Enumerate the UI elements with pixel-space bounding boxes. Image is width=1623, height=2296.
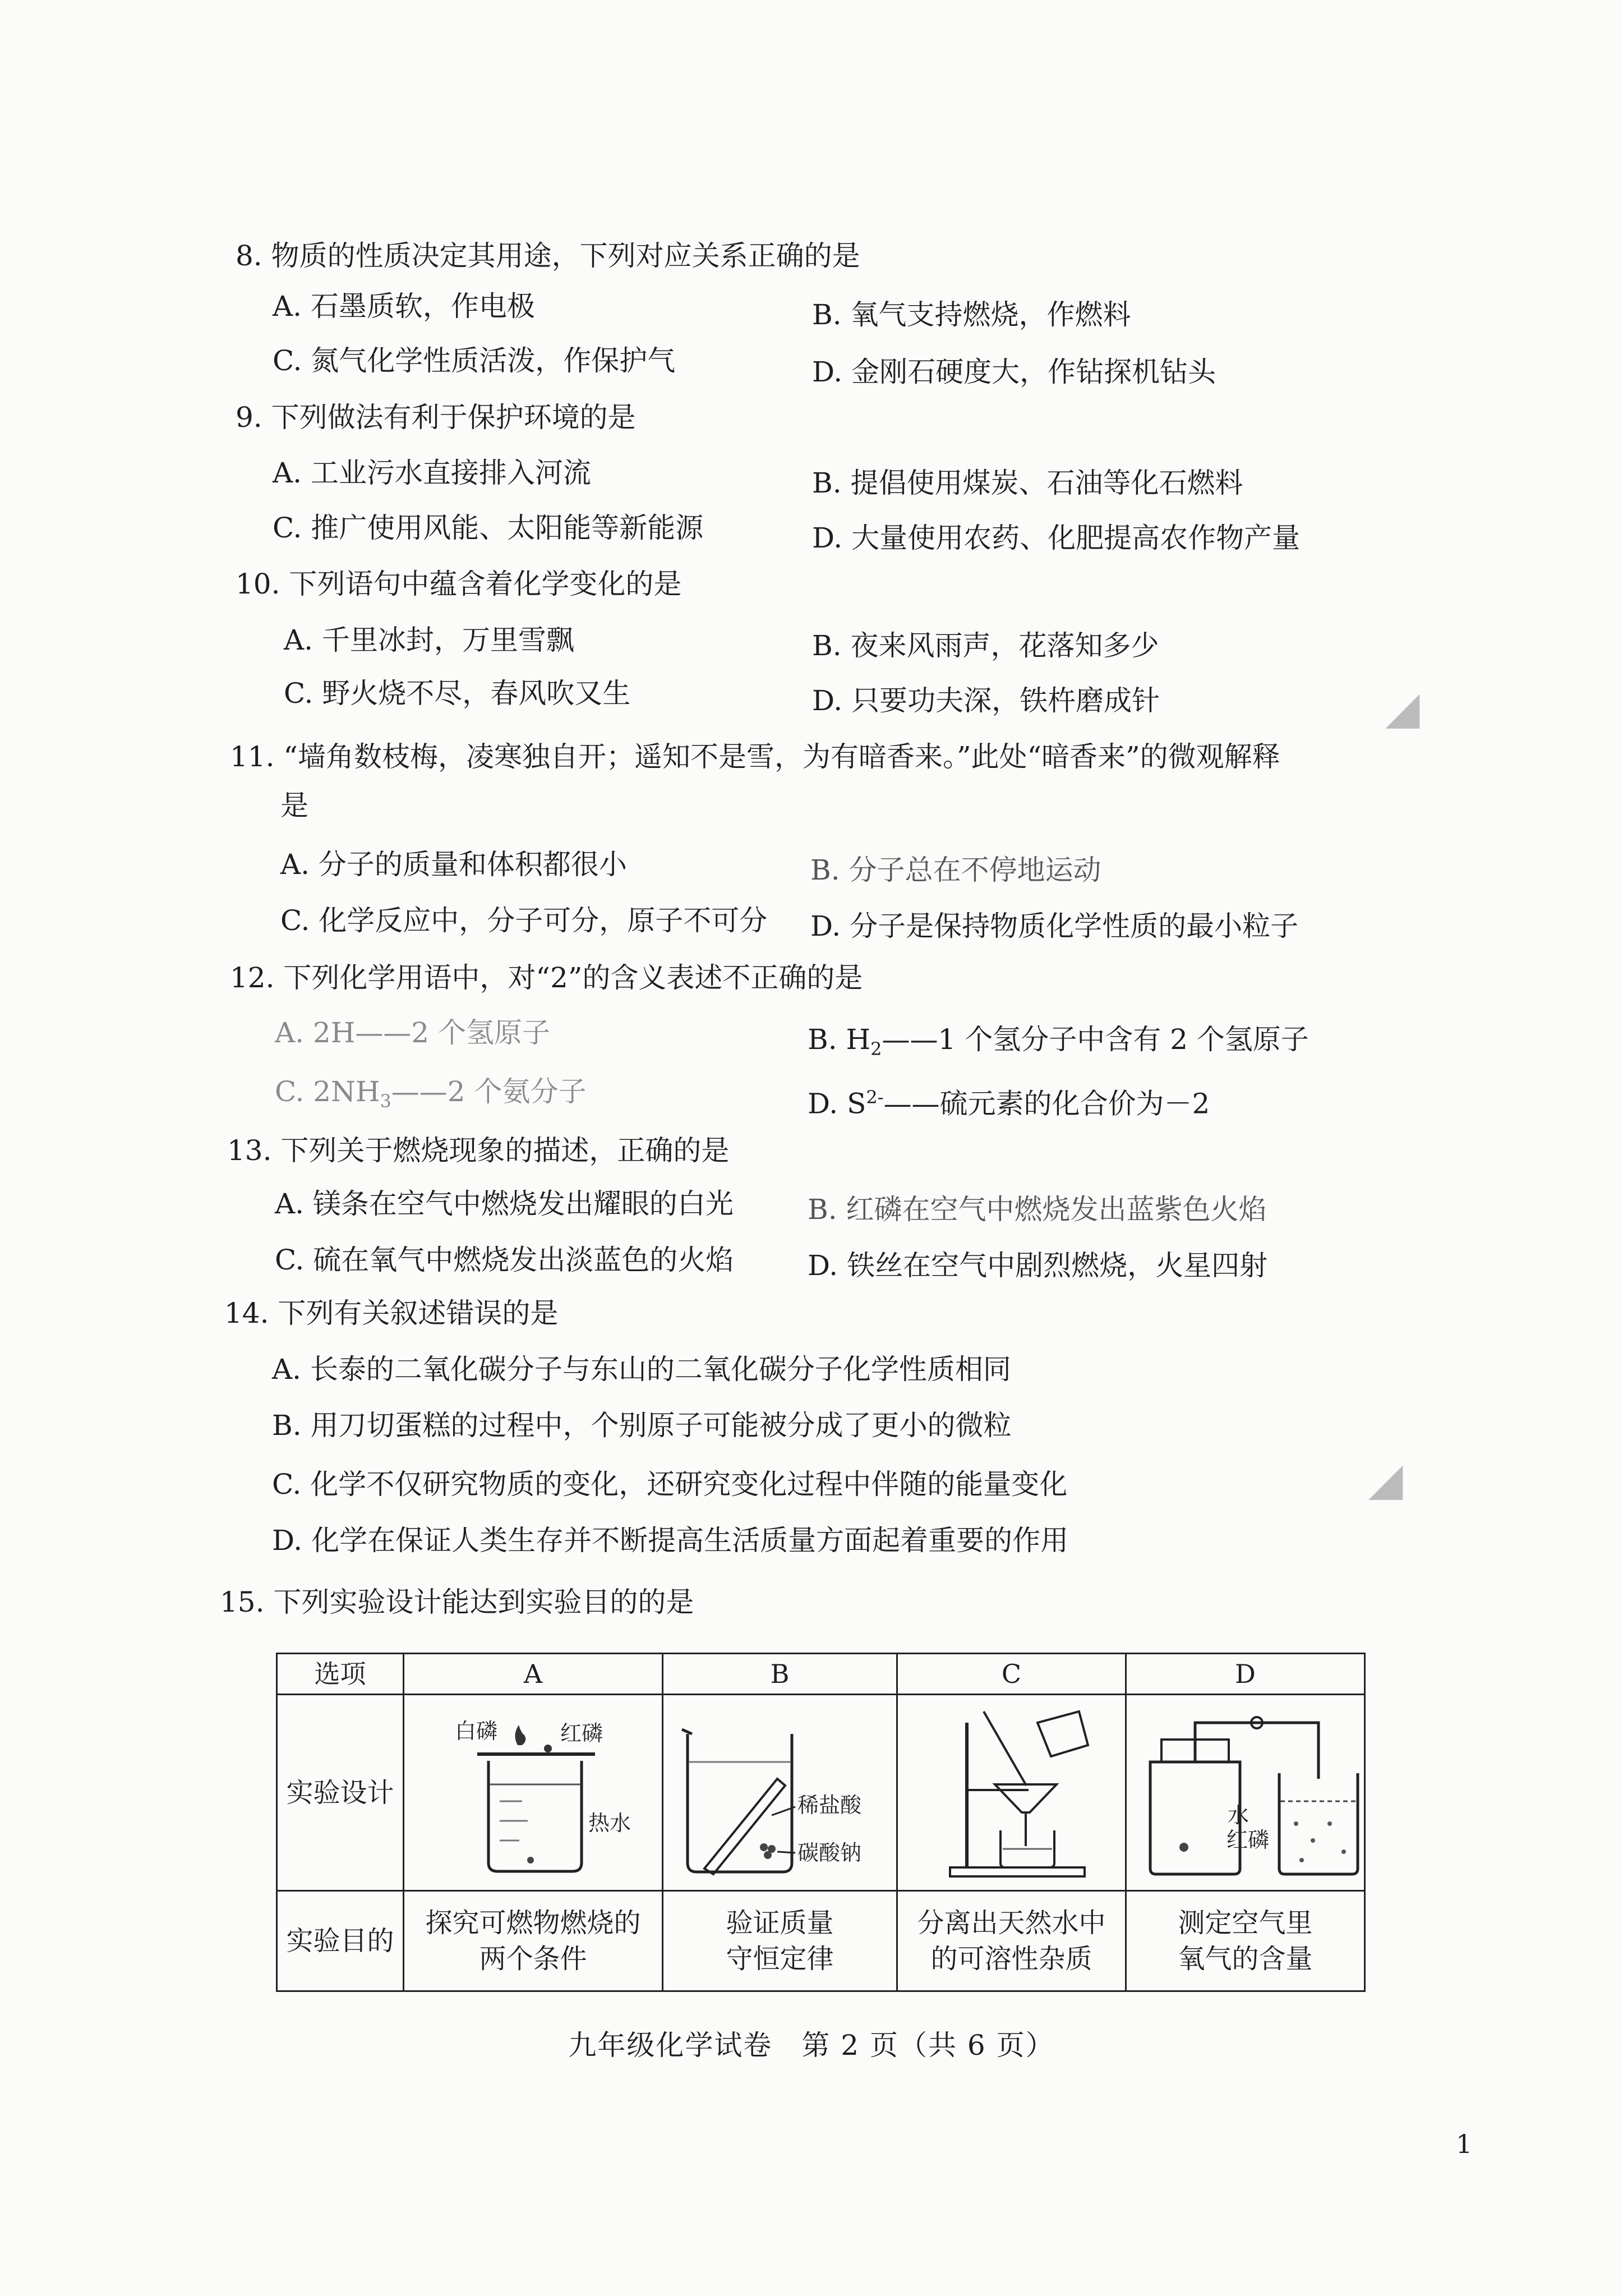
design-row-label: 实验设计: [277, 1695, 404, 1891]
water-dot: [1299, 1858, 1304, 1862]
phosphorus-spoon: [1179, 1843, 1188, 1852]
stand-base: [950, 1867, 1085, 1876]
q8-option-b: B. 氧气支持燃烧，作燃料: [812, 298, 1131, 331]
label-water: 水: [1227, 1802, 1249, 1828]
q9-option-b: B. 提倡使用煤炭、石油等化石燃料: [812, 467, 1243, 499]
page-number: 1: [1456, 2129, 1473, 2159]
design-a-cell: [404, 1695, 663, 1891]
q13-option-d: D. 铁丝在空气中剧烈燃烧，火星四射: [808, 1249, 1268, 1282]
label-red-phosphorus: 红磷: [560, 1720, 603, 1746]
q12-option-a: A. 2H——2 个氢原子: [275, 1016, 551, 1049]
q14-option-b: B. 用刀切蛋糕的过程中，个别原子可能被分成了更小的微粒: [272, 1409, 1012, 1442]
label-sodium-carbonate: 碳酸钠: [797, 1840, 861, 1865]
header-c: C: [897, 1654, 1126, 1695]
q13-option-a: A. 镁条在空气中燃烧发出耀眼的白光: [275, 1188, 734, 1220]
purpose-d: 测定空气里 氧气的含量: [1126, 1891, 1365, 1991]
q9-stem: 9. 下列做法有利于保护环境的是: [236, 401, 636, 434]
beaker-spout: [682, 1729, 692, 1734]
table-header-row: [277, 1654, 1365, 1695]
q8-option-a: A. 石墨质软，作电极: [273, 290, 535, 323]
design-b-cell: [663, 1695, 897, 1891]
water-dot: [1294, 1821, 1298, 1826]
table-design-row: [277, 1695, 1365, 1891]
q11-stem-line1: 11. “墙角数枝梅，凌寒独自开；遥知不是雪，为有暗香来。”此处“暗香来”的微观解释: [230, 740, 1280, 773]
water-dot: [1327, 1821, 1332, 1826]
q9-option-a: A. 工业污水直接排入河流: [273, 457, 591, 489]
q11-option-b: B. 分子总在不停地运动: [810, 854, 1101, 886]
label-hot-water: 热水: [588, 1810, 631, 1835]
page-footer: 九年级化学试卷 第 2 页（共 6 页）: [568, 2029, 1055, 2062]
table-purpose-row: [277, 1891, 1365, 1991]
q12-option-c: C. $2NH_3——2$ 个氨分子: [275, 1075, 587, 1112]
q10-option-c: C. 野火烧不尽，春风吹又生: [284, 677, 631, 710]
q10-option-d: D. 只要功夫深，铁杵磨成针: [812, 684, 1160, 717]
combustion-beaker-diagram: [410, 1700, 657, 1885]
q10-option-a: A. 千里冰封，万里雪飘: [284, 624, 574, 656]
q12-stem: 12. 下列化学用语中，对“2”的含义表述不正确的是: [230, 961, 863, 994]
q9-option-d: D. 大量使用农药、化肥提高农作物产量: [812, 522, 1301, 554]
design-c-cell: [897, 1695, 1126, 1891]
q12-option-d: D. $S^{2-}——$硫元素的化合价为－2: [808, 1087, 1210, 1120]
red-phosphorus-dot: [544, 1745, 552, 1752]
leader-line: [777, 1852, 795, 1853]
q9-option-c: C. 推广使用风能、太阳能等新能源: [273, 512, 704, 544]
water-beaker: [1279, 1773, 1358, 1874]
label-white-phosphorus: 白磷: [454, 1718, 497, 1743]
purpose-c: 分离出天然水中 的可溶性杂质: [897, 1891, 1126, 1991]
phosphorus-in-water: [527, 1857, 534, 1864]
q11-option-d: D. 分子是保持物质化学性质的最小粒子: [810, 910, 1299, 942]
q12-option-b: B. $H_2——1$ 个氢分子中含有 2 个氢原子: [808, 1023, 1309, 1060]
q14-stem: 14. 下列有关叙述错误的是: [224, 1297, 559, 1329]
q14-option-c: C. 化学不仅研究物质的变化，还研究变化过程中伴随的能量变化: [272, 1468, 1068, 1501]
watermark-mark: ◢: [1385, 682, 1420, 734]
q14-option-d: D. 化学在保证人类生存并不断提高生活质量方面起着重要的作用: [272, 1524, 1069, 1557]
q14-option-a: A. 长泰的二氧化碳分子与东山的二氧化碳分子化学性质相同: [272, 1353, 1011, 1386]
mass-conservation-diagram: [665, 1700, 895, 1885]
purpose-a: 探究可燃物燃烧的 两个条件: [404, 1891, 663, 1991]
connecting-tube: [1195, 1723, 1318, 1779]
q15-stem: 15. 下列实验设计能达到实验目的的是: [220, 1586, 694, 1618]
q8-option-d: D. 金刚石硬度大，作钻探机钻头: [812, 356, 1216, 388]
q8-option-c: C. 氮气化学性质活泼，作保护气: [273, 344, 676, 377]
header-option: 选项: [277, 1654, 404, 1695]
water-dot: [1341, 1849, 1346, 1854]
water-dot: [1311, 1838, 1315, 1843]
header-a: A: [404, 1654, 663, 1695]
glass-rod: [984, 1711, 1026, 1786]
purpose-b: 验证质量 守恒定律: [663, 1891, 897, 1991]
label-red-phosphorus-d: 红磷: [1226, 1827, 1269, 1852]
pouring-beaker: [1038, 1711, 1088, 1756]
label-hydrochloric-acid: 稀盐酸: [797, 1792, 861, 1818]
beaker-outline: [688, 1734, 792, 1872]
test-tube: [704, 1779, 785, 1874]
q11-option-c: C. 化学反应中，分子可分，原子不可分: [280, 904, 768, 937]
funnel: [995, 1784, 1057, 1812]
q13-stem: 13. 下列关于燃烧现象的描述，正确的是: [227, 1134, 730, 1167]
q10-stem: 10. 下列语句中蕴含着化学变化的是: [236, 568, 682, 600]
watermark-mark: ◢: [1368, 1453, 1403, 1505]
purpose-row-label: 实验目的: [277, 1891, 404, 1991]
flame-icon: [515, 1725, 525, 1745]
carbonate-grain: [764, 1851, 772, 1859]
gas-bottle: [1150, 1762, 1240, 1874]
filtration-diagram: [900, 1700, 1124, 1885]
header-b: B: [663, 1654, 897, 1695]
carbonate-grain: [760, 1843, 768, 1851]
beaker-outline: [488, 1761, 582, 1871]
header-d: D: [1126, 1654, 1365, 1695]
q13-option-c: C. 硫在氧气中燃烧发出淡蓝色的火焰: [275, 1244, 734, 1276]
design-d-cell: [1126, 1695, 1365, 1891]
oxygen-content-diagram: [1128, 1700, 1363, 1885]
q8-stem: 8. 物质的性质决定其用途，下列对应关系正确的是: [236, 240, 860, 272]
q13-option-b: B. 红磷在空气中燃烧发出蓝紫色火焰: [808, 1193, 1267, 1226]
experiment-table: [276, 1653, 1366, 1992]
q11-stem-line2: 是: [280, 789, 308, 822]
q11-option-a: A. 分子的质量和体积都很小: [280, 848, 627, 881]
q10-option-b: B. 夜来风雨声，花落知多少: [812, 629, 1159, 662]
